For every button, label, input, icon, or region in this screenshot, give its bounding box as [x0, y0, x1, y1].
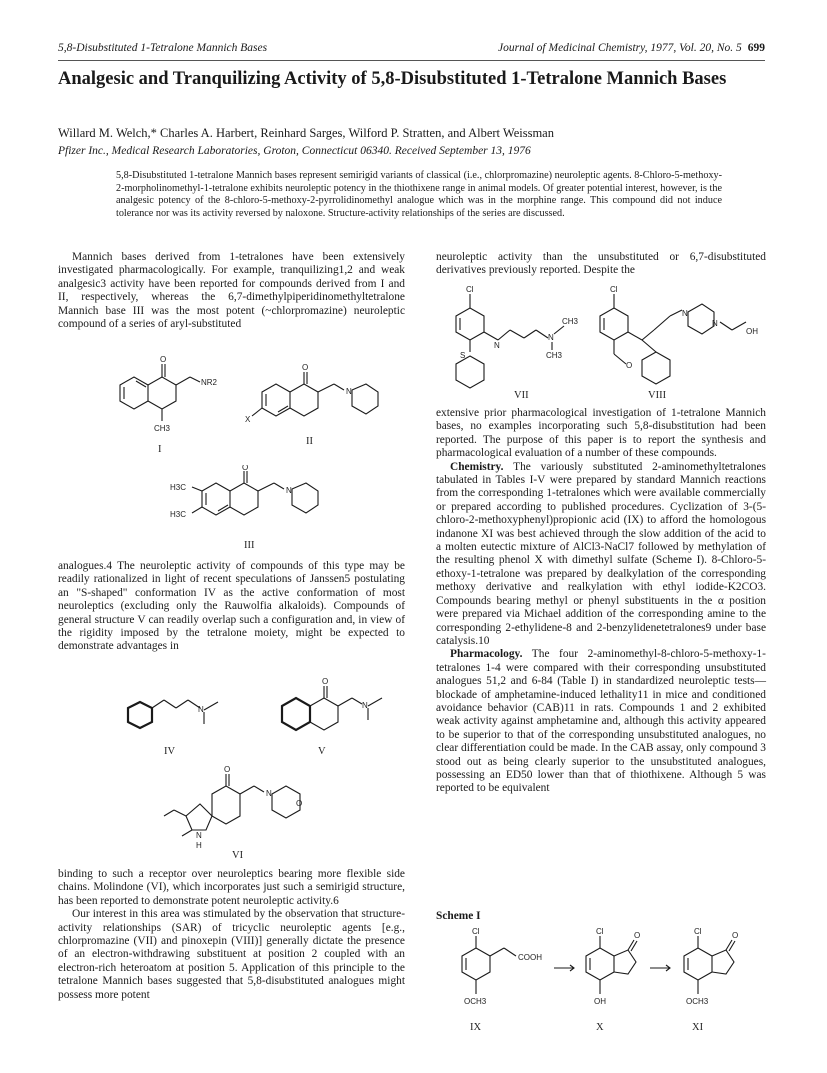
- atom-N: N: [346, 387, 352, 396]
- atom-O: O: [296, 799, 303, 808]
- atom-N: N: [712, 319, 718, 328]
- abstract: 5,8-Disubstituted 1-tetralone Mannich bases represent semirigid variants of classical (i.e., chlorpromazine) neuroleptic agents. 8-Chloro-5-methoxy-2-morpholinomethyl-1-tetralone exhibits neuroleptic potency in the thiothixene range in animal models. Of greater potential interest, however, is the analgesic potency of the 8-chloro-5-methoxy-2-pyrrolidinomethyl analogue which was in the morphine range. This compound did not induce tolerance nor was its activity reversed by naloxone. Structure-activity relationships of the series are discussed.: [116, 170, 722, 219]
- atom-OCH3: OCH3: [464, 997, 487, 1006]
- atom-OH: OH: [746, 327, 758, 336]
- scheme-label: Scheme I: [436, 910, 481, 922]
- pharmacology-heading: Pharmacology.: [450, 648, 523, 661]
- atom-Cl: Cl: [596, 927, 604, 936]
- label-IX: IX: [470, 1022, 482, 1033]
- atom-O: O: [634, 931, 641, 940]
- atom-O: O: [732, 931, 739, 940]
- left-col-para-1: Mannich bases derived from 1-tetralones have been extensively investigated pharmacologically. For example, tranquilizing1,2 and weak analgesic3 activity have been reported for compounds derived from I and II, respectively, whereas the 6,7-dimethylpiperidinomethyltetralone Mannich base III was the most potent (~chlorpromazine) neuroleptic compound of a series of aryl-substituted: [58, 251, 405, 331]
- atom-O: O: [626, 361, 633, 370]
- chemistry-heading: Chemistry.: [450, 460, 504, 473]
- atom-H3C: H3C: [170, 483, 187, 492]
- atom-COOH: COOH: [518, 953, 542, 962]
- atom-H: H: [196, 841, 202, 850]
- label-XI: XI: [692, 1022, 704, 1033]
- atom-N: N: [286, 486, 292, 495]
- running-head: [58, 42, 765, 61]
- atom-N: N: [548, 333, 554, 342]
- left-col-para-3: binding to such a receptor over neuroleptics bearing more flexible side chains. Molindone (VI), which incorporates just such a semirigid structure, has been reported to demonstrate potent neuroleptic activity.6 Our interest in this area was stimulated by the observation that structure-activity relationships (SAR) of tricyclic neuroleptic agents [e.g., chlorpromazine (VII) and pinoxepin (VIII)] generally dictate the presence of an electron-withdrawing substituent at position 2 coupled with an electron-rich heteroatom at position 5. Application of this principle to the tetralone Mannich bases suggested that 5,8-disubstituted analogues might possess more potent: [58, 868, 405, 1001]
- atom-Cl: Cl: [472, 927, 480, 936]
- atom-CH3: CH3: [546, 351, 563, 360]
- atom-O: O: [242, 465, 249, 472]
- structure-V: [262, 676, 402, 758]
- atom-O: O: [160, 355, 167, 364]
- structure-II: [242, 362, 392, 452]
- running-head-left: 5,8-Disubstituted 1-Tetralone Mannich Bases: [58, 42, 268, 54]
- atom-OCH3: OCH3: [686, 997, 709, 1006]
- label-I: I: [158, 444, 162, 455]
- affiliation: Pfizer Inc., Medical Research Laboratories, Groton, Connecticut 06340. Received September 13, 1976: [58, 145, 531, 157]
- structure-VIII: [590, 282, 770, 402]
- atom-CH3: CH3: [562, 317, 579, 326]
- atom-N: N: [682, 309, 688, 318]
- running-head-right: [498, 42, 765, 54]
- atom-Cl: Cl: [694, 927, 702, 936]
- structure-III: [168, 465, 338, 555]
- label-VI: VI: [232, 850, 244, 861]
- atom-O: O: [302, 363, 309, 372]
- atom-N: N: [198, 705, 204, 714]
- label-X: X: [596, 1022, 604, 1033]
- atom-Cl: Cl: [466, 285, 474, 294]
- atom-NR2: NR2: [201, 378, 218, 387]
- atom-O: O: [224, 765, 231, 774]
- label-VII: VII: [514, 390, 529, 401]
- label-V: V: [318, 746, 326, 757]
- label-IV: IV: [164, 746, 176, 757]
- article-title: Analgesic and Tranquilizing Activity of 5,8-Disubstituted 1-Tetralone Mannich Bases: [58, 69, 727, 89]
- atom-O: O: [322, 677, 329, 686]
- label-VIII: VIII: [648, 390, 667, 401]
- label-III: III: [244, 540, 255, 551]
- atom-OH: OH: [594, 997, 606, 1006]
- right-col-para-2: extensive prior pharmacological investigation of 1-tetralone Mannich bases, no examples incorporating such 5,8-disubstitution had been reported. The purpose of this paper is to report the synthesis and pharmacological evaluation of a number of these compounds. Chemistry. The variously substituted 2-aminomethyltetralones tabulated in Tables I-V were prepared by standard Mannich reactions from the corresponding 1-tetralones which were available commercially or prepared according to published procedures. Cyclization of 3-(5-chloro-2-methoxyphenyl)propionic acid (IX) to afford the homologous indanone XI was best achieved through the slow addition of the acid to a molten eutectic mixture of AlCl3-NaCl7 followed by methylation of the resulting phenol X with dimethyl sulfate (Scheme I). 8-Chloro-5-ethoxy-1-tetralone was prepared by dealkylation of the corresponding methoxy derivative and realkylation with ethyl iodide-K2CO3. Compounds bearing methyl or phenyl substituents in the α position were prepared via Michael addition of the corresponding amine to the corresponding 2-ethylidene-8 and 2-benzylidenetetralones9 under base catalysis.10 Pharmacology. The four 2-aminomethyl-8-chloro-5-methoxy-1-tetralones 1-4 were compared with their corresponding unsubstituted analogues 51,2 and 6-84 (Table I) in standardized neuroleptic tests—blockade of amphetamine-induced lethality11 in mice and conditioned avoidance behavior (CAB)11 in rats. Compounds 1 and 2 exhibited weak activity against amphetamine and, although this activity appeared to be superior to that of the corresponding unsubstituted analogues, no clear differentiation could be made. In the CAB assay, only compound 3 stood out as being clearly superior to the unsubstituted analogues, possessing an ED50 lower than that of thiothixene. Although 5 was reported to be equivalent: [436, 407, 766, 795]
- scheme-I: [440, 922, 770, 1040]
- atom-N: N: [494, 341, 500, 350]
- atom-S: S: [460, 351, 466, 360]
- structure-VI: [160, 764, 360, 864]
- atom-Cl: Cl: [610, 285, 618, 294]
- atom-N: N: [266, 789, 272, 798]
- atom-N: N: [196, 831, 202, 840]
- left-col-para-2: analogues.4 The neuroleptic activity of compounds of this type may be readily rationalized in light of recent speculations of Janssen5 postulating an "S-shaped" conformation IV as the active conformation of most neuroleptics (excluding only the Rauwolfia alkaloids). Compounds of general structure V can readily overlap such a configuration and, in view of the rigidity imposed by the tetralone moiety, might be expected to demonstrate advantages in: [58, 560, 405, 653]
- structure-IV: [108, 686, 248, 758]
- structure-I: [100, 355, 230, 460]
- label-II: II: [306, 436, 313, 447]
- right-col-para-1: neuroleptic activity than the unsubstituted or 6,7-disubstituted derivatives previously reported. Despite the: [436, 251, 766, 277]
- atom-X: X: [245, 415, 251, 424]
- authors: Willard M. Welch,* Charles A. Harbert, Reinhard Sarges, Wilford P. Stratten, and Albert Weissman: [58, 126, 554, 140]
- structure-VII: [436, 282, 581, 402]
- atom-N: N: [362, 701, 368, 710]
- journal-citation: Journal of Medicinal Chemistry, 1977, Vol. 20, No. 5: [498, 42, 742, 54]
- atom-H3C: H3C: [170, 510, 187, 519]
- page-number: 699: [747, 42, 765, 54]
- atom-CH3: CH3: [154, 424, 171, 433]
